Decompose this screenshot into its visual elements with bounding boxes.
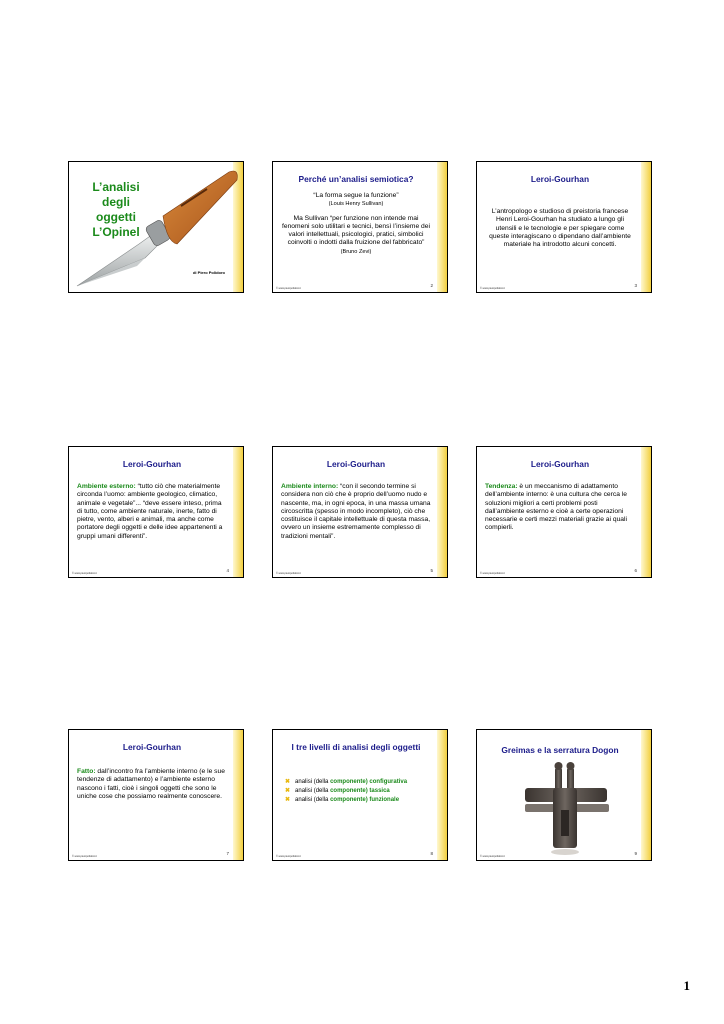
bullet-x-icon: ✖ — [285, 788, 291, 794]
slide-title: Leroi-Gourhan — [530, 174, 590, 184]
slide-title: Greimas e la serratura Dogon — [501, 745, 619, 755]
title-slide-heading — [85, 180, 147, 240]
slide-7 — [68, 729, 244, 861]
body-text: è un meccanismo di adattamento dell’ambiente interno: è una cultura che cerca le soluzioni migliori a certi problemi posti dall’ambiente esterno e cioè a certe operazioni necessarie e certi mezzi materiali grazie ai quali compierli. — [485, 483, 628, 532]
slide-footer: © www.pieropolidoro.it — [276, 287, 301, 290]
bullet-list — [285, 778, 431, 805]
slide-number: 4 — [226, 568, 229, 573]
quote-author: (Louis Henry Sullivan) — [328, 201, 384, 208]
slide-title: Leroi-Gourhan — [122, 742, 182, 752]
slide-title: Leroi-Gourhan — [122, 459, 182, 469]
dogon-lock-image — [477, 730, 652, 861]
quote-author: (Bruno Zevi) — [340, 248, 372, 255]
slide-footer: © www.pieropolidoro.it — [480, 855, 505, 858]
slide-bar — [437, 730, 447, 861]
title-line: L’analisi — [92, 180, 140, 194]
bullet-x-icon: ✖ — [285, 797, 291, 803]
slide-bar — [641, 447, 651, 578]
slide-footer: © www.pieropolidoro.it — [276, 572, 301, 575]
term: Ambiente interno: — [281, 483, 339, 490]
slide-6 — [476, 446, 652, 578]
slide-2 — [272, 161, 448, 293]
slide-bar — [233, 447, 243, 578]
slide-bar — [437, 447, 447, 578]
page-number: 1 — [683, 978, 690, 993]
quote: “La forma segue la funzione” — [313, 192, 399, 199]
slide-footer: © www.pieropolidoro.it — [72, 572, 97, 575]
bullet-item: ✖ analisi (della componente) tassica — [285, 788, 390, 794]
bullet-item: ✖ analisi (della componente) funzionale — [285, 797, 400, 803]
bullet-x-icon: ✖ — [285, 779, 291, 785]
slide-number: 6 — [634, 568, 637, 573]
slide-footer: © www.pieropolidoro.it — [480, 572, 505, 575]
slide-title: Leroi-Gourhan — [530, 459, 590, 469]
title-line: L’Opinel — [92, 225, 140, 239]
slide-9 — [476, 729, 652, 861]
term: Ambiente esterno: — [77, 483, 136, 490]
slide-number: 9 — [634, 851, 637, 856]
slide-footer: © www.pieropolidoro.it — [72, 855, 97, 858]
body-text: “con il secondo termine si considera non ciò che è proprio dell’uomo nudo e nascente, ma, in ogni epoca, in una massa umana circoscritta (spesso in modo incompleto), ciò che costituisce il capitale intellettuale di questa massa, ovvero un insieme estremamente complesso di tradizioni mentali”. — [281, 483, 431, 540]
slide-body — [77, 768, 227, 801]
slide-body — [77, 483, 227, 541]
slide-footer: © www.pieropolidoro.it — [480, 287, 505, 290]
slide-3 — [476, 161, 652, 293]
slide-bar — [233, 730, 243, 861]
term: Tendenza: — [485, 483, 518, 490]
slide-number: 7 — [226, 851, 229, 856]
bullet-item: ✖ analisi (della componente) configurativa — [285, 779, 408, 785]
slide-number: 8 — [430, 851, 433, 856]
body-text: Ma Sullivan “per funzione non intende mai fenomeni solo utilitari e tecnici, bensì l’insieme dei valori intellettuali, psicologici, pratici, simbolici coinvolti o indotti dalla fruizione del fabbricato” — [282, 214, 430, 247]
slide-8 — [272, 729, 448, 861]
slide-number: 5 — [430, 568, 433, 573]
slide-title: Leroi-Gourhan — [326, 459, 386, 469]
slide-title: Perché un’analisi semiotica? — [298, 174, 414, 184]
slide-title: I tre livelli di analisi degli oggetti — [291, 742, 421, 752]
author: di Piero Polidoro — [192, 270, 225, 275]
body-text: “tutto ciò che materialmente circonda l’uomo: ambiente geologico, climatico, animale e vegetale”... “deve essere inteso, prima di tutto, come ambiente naturale, inerte, fatto di pietre, vento, alberi e animali, ma anche come portatore degli oggetti e delle idee appartenenti a gruppi umani differenti”. — [77, 483, 223, 540]
slide-5 — [272, 446, 448, 578]
slide-bar — [641, 162, 651, 293]
slide-body — [485, 483, 635, 533]
slide-1 — [68, 161, 244, 293]
slide-footer: © www.pieropolidoro.it — [276, 855, 301, 858]
title-line: degli — [101, 195, 130, 209]
slide-4 — [68, 446, 244, 578]
term: Fatto: — [77, 768, 96, 775]
title-line: oggetti — [96, 210, 136, 224]
slide-body — [281, 483, 431, 541]
slide-bar — [437, 162, 447, 293]
body-text: L’antropologo e studioso di preistoria francese Henri Leroi-Gourhan ha studiato a lungo gli utensili e le tecnologie e per spiegare come queste interagiscano o dipendano dall’ambiente materiale ha introdotto alcuni concetti. — [489, 208, 631, 249]
slide-number: 3 — [634, 283, 637, 288]
slide-number: 2 — [430, 283, 433, 288]
body-text: dall’incontro fra l’ambiente interno (e le sue tendenze di adattamento) e l’ambiente esterno nascono i fatti, cioè i singoli oggetti che sono le uniche cose che possiamo realmente conoscere. — [77, 768, 225, 800]
slide-body — [281, 192, 431, 256]
